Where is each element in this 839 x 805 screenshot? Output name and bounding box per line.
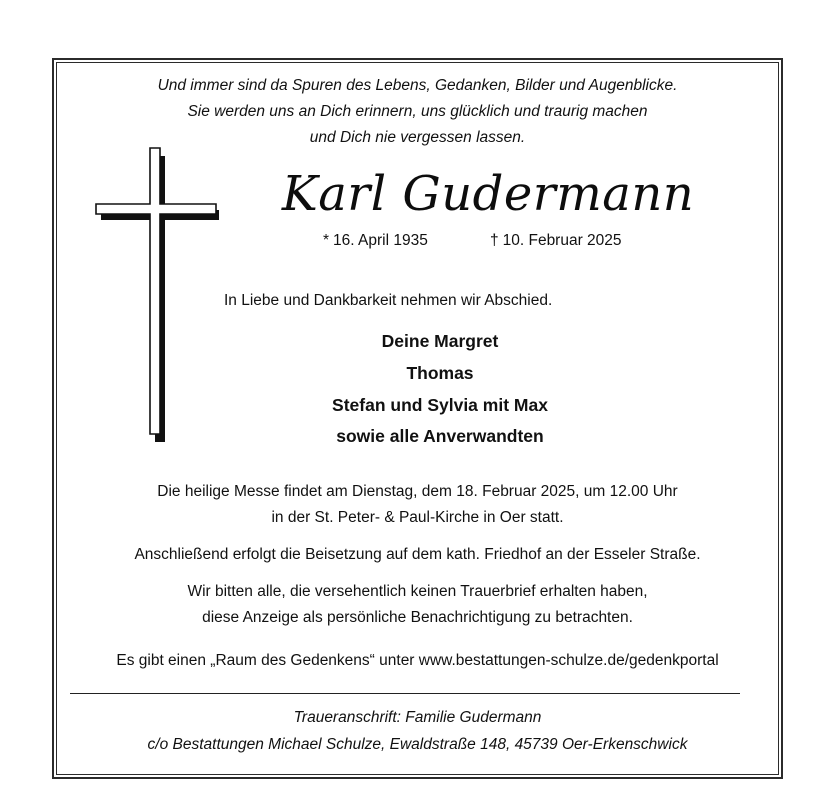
birth-date-value: 16. April 1935 — [333, 232, 428, 249]
deceased-name: Karl Gudermann — [281, 166, 695, 222]
quote-line-1: Und immer sind da Spuren des Lebens, Gedanken, Bilder und Augenblicke. — [157, 77, 678, 94]
mourner-3: Stefan und Sylvia mit Max — [332, 395, 548, 415]
birth-symbol: * — [323, 232, 330, 249]
mourner-2: Thomas — [406, 363, 474, 383]
death-date-value: 10. Februar 2025 — [502, 232, 622, 249]
latin-cross-icon — [94, 144, 224, 442]
quote-line-3: und Dich nie vergessen lassen. — [309, 129, 526, 146]
mass-line-2: in der St. Peter- & Paul-Kirche in Oer statt. — [271, 509, 564, 526]
death-date — [490, 231, 622, 251]
death-symbol: † — [490, 232, 499, 249]
farewell-text: In Liebe und Dankbarkeit nehmen wir Abschied. — [224, 292, 553, 309]
mass-line-1: Die heilige Messe findet am Dienstag, dem 18. Februar 2025, um 12.00 Uhr — [157, 483, 678, 500]
birth-date — [323, 231, 428, 251]
address-line-2: c/o Bestattungen Michael Schulze, Ewaldstraße 148, 45739 Oer-Erkenschwick — [147, 736, 688, 753]
request-line-2: diese Anzeige als persönliche Benachrichtigung zu betrachten. — [202, 609, 633, 626]
mourner-1: Deine Margret — [381, 331, 499, 351]
request-line-1: Wir bitten alle, die versehentlich keinen Trauerbrief erhalten haben, — [187, 583, 648, 600]
memorial-notice: Es gibt einen „Raum des Gedenkens“ unter www.bestattungen-schulze.de/gedenkportal — [116, 652, 719, 669]
burial-notice: Anschließend erfolgt die Beisetzung auf dem kath. Friedhof an der Esseler Straße. — [134, 546, 701, 563]
address-line-1: Traueranschrift: Familie Gudermann — [293, 709, 542, 726]
divider-line — [70, 693, 740, 694]
mourner-4: sowie alle Anverwandten — [336, 426, 544, 446]
quote-line-2: Sie werden uns an Dich erinnern, uns glücklich und traurig machen — [187, 103, 648, 120]
